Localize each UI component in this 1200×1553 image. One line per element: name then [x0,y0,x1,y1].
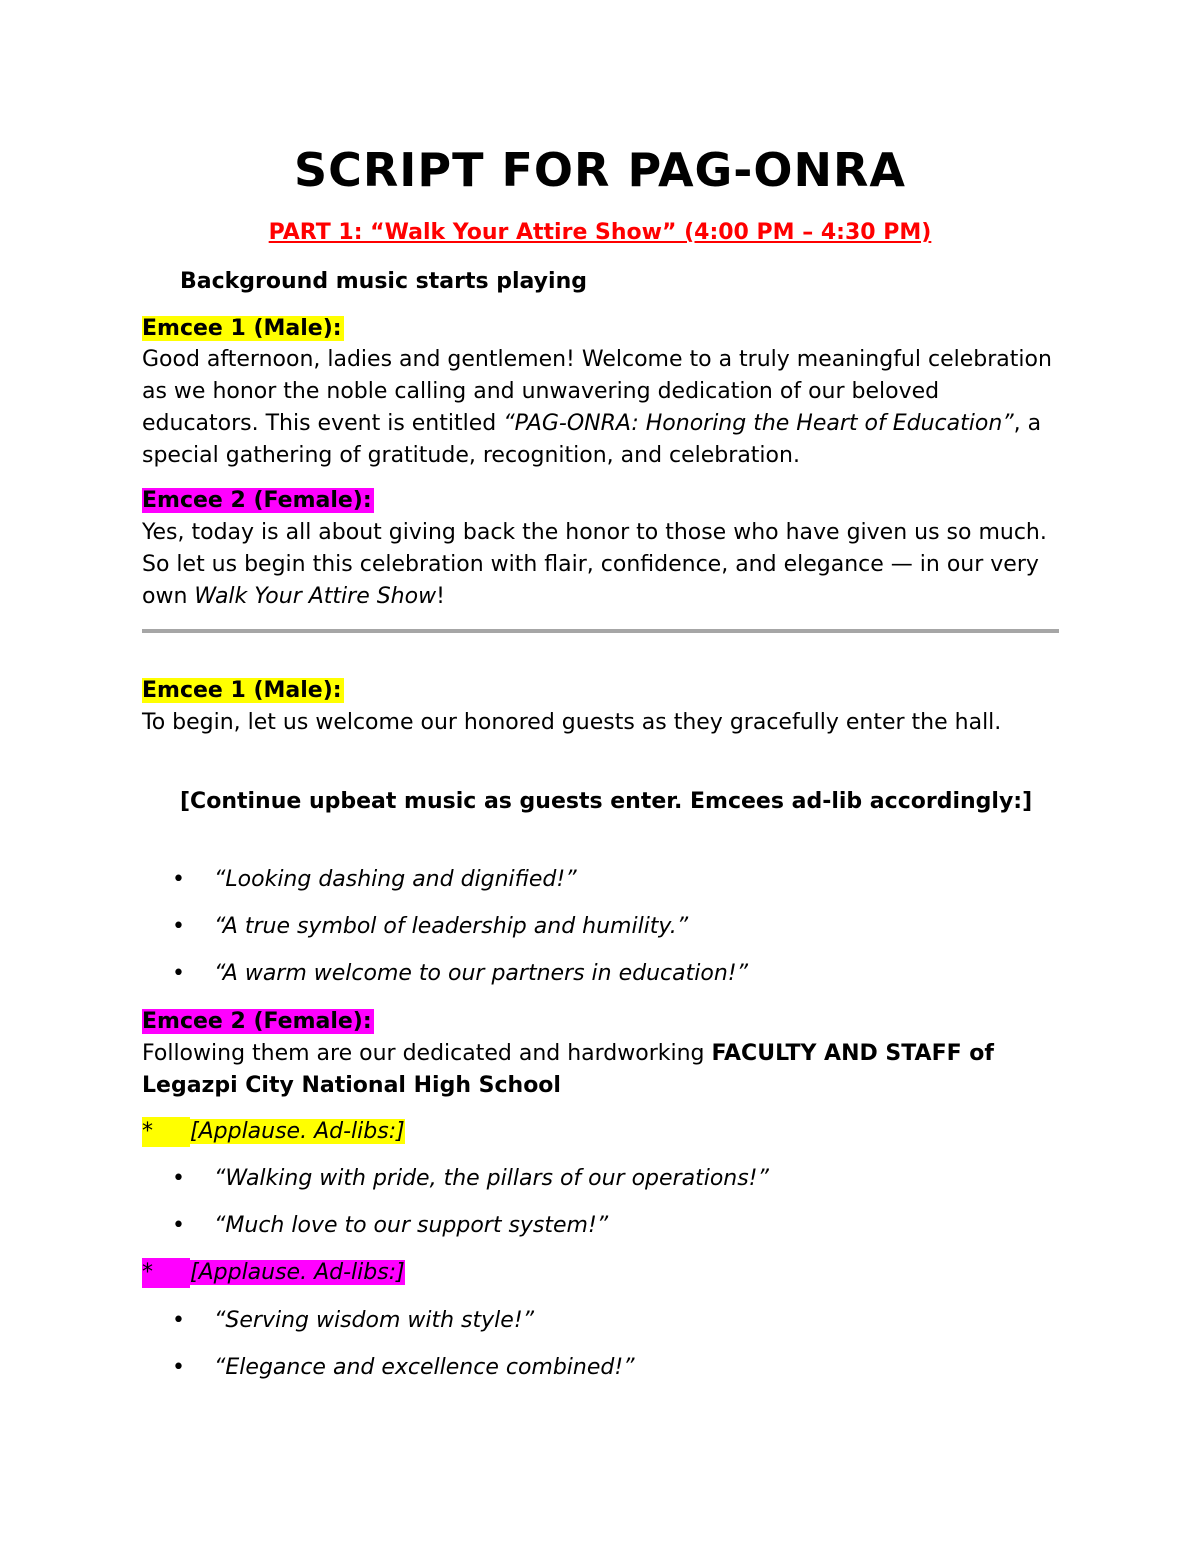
bullet-icon: • [172,961,185,986]
paragraph-text: , a special gathering of gratitude, recognition, and celebration. [142,411,1042,468]
list-item-text: “Walking with pride, the pillars of our operations!” [214,1166,769,1191]
bullet-icon: • [172,1166,185,1191]
bullet-icon: • [172,867,185,892]
list-item [172,1353,635,1383]
bullet-icon: • [172,1213,185,1238]
speaker-label-emcee-2 [142,1007,374,1037]
applause-cue [142,1117,405,1147]
stage-direction-music: Background music starts playing [180,269,587,294]
event-title-italic: “PAG-ONRA: Honoring the Heart of Education” [503,411,1014,436]
emcee-2-faculty-paragraph [142,1038,1062,1102]
speaker-highlight: Emcee 1 (Male): [142,678,342,703]
bullet-icon: • [172,914,185,939]
stage-direction-adlib: [Continue upbeat music as guests enter. Emcees ad-lib accordingly:] [180,789,1033,814]
applause-cue-text: [Applause. Ad-libs:] [190,1260,405,1285]
list-item-text: “Elegance and excellence combined!” [214,1355,635,1380]
page-title: SCRIPT FOR PAG-ONRA [293,143,907,197]
speaker-label-emcee-1 [142,676,344,706]
horizontal-rule [142,629,1059,633]
list-item [172,959,748,989]
show-name-italic: Walk Your Attire Show [194,584,437,609]
speaker-highlight: Emcee 2 (Female): [142,1009,372,1034]
applause-cue-text: [Applause. Ad-libs:] [190,1119,405,1144]
paragraph-text: Good afternoon, ladies and gentlemen! Welcome to a truly meaningful celebration as we honor the noble calling and unwavering dedication of our beloved educators. This event is entitled [142,347,1052,436]
emcee-1-welcome-paragraph [142,344,1062,472]
list-item [172,1211,608,1241]
bullet-icon: • [172,1355,185,1380]
list-item-text: “A true symbol of leadership and humility.” [214,914,689,939]
list-item [172,865,577,895]
list-item-text: “Serving wisdom with style!” [214,1308,535,1333]
asterisk-icon: * [142,1117,190,1147]
list-item [172,1164,769,1194]
list-item [172,1306,534,1336]
list-item [172,912,688,942]
emcee-2-intro-paragraph [142,517,1062,613]
asterisk-icon: * [142,1258,190,1288]
list-item-text: “Much love to our support system!” [214,1213,609,1238]
part-heading: PART 1: “Walk Your Attire Show” (4:00 PM – 4:30 PM) [268,220,932,245]
bullet-icon: • [172,1308,185,1333]
emcee-1-guests-paragraph: To begin, let us welcome our honored guests as they gracefully enter the hall. [142,710,1002,735]
list-item-text: “Looking dashing and dignified!” [214,867,577,892]
paragraph-text: ! [436,584,445,609]
paragraph-text: Yes, today is all about giving back the honor to those who have given us so much. So let us begin this celebration with flair, confidence, and elegance — in our very own [142,520,1047,609]
speaker-label-emcee-2 [142,486,374,516]
applause-cue [142,1258,405,1288]
paragraph-text: Following them are our dedicated and hardworking [142,1041,712,1066]
speaker-highlight: Emcee 2 (Female): [142,488,372,513]
speaker-highlight: Emcee 1 (Male): [142,316,342,341]
faculty-staff-bold: FACULTY AND STAFF of Legazpi City National High School [142,1041,994,1098]
speaker-label-emcee-1 [142,314,344,344]
list-item-text: “A warm welcome to our partners in education!” [214,961,748,986]
